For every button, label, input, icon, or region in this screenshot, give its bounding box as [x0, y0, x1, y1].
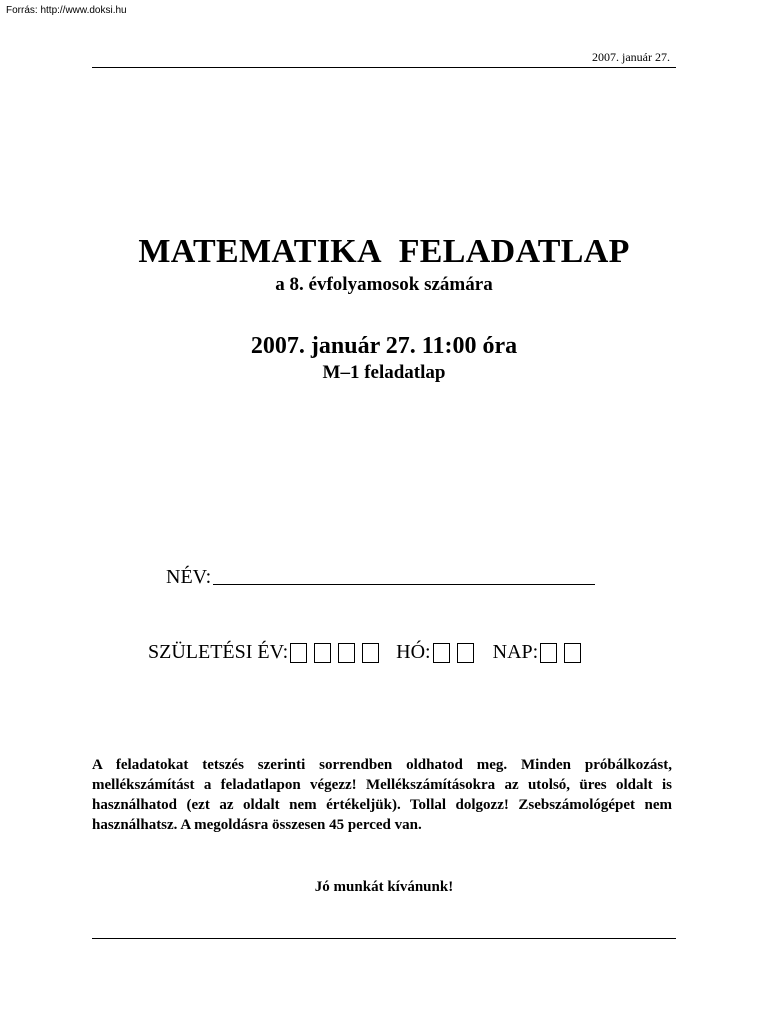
birth-year-digit-box[interactable] — [362, 643, 379, 663]
bottom-divider — [92, 938, 676, 939]
top-divider — [92, 67, 676, 68]
name-blank-line[interactable] — [213, 566, 595, 585]
month-label: HÓ: — [396, 641, 431, 663]
page-subtitle: a 8. évfolyamosok számára — [275, 274, 493, 295]
page-title: MATEMATIKA FELADATLAP — [138, 233, 630, 270]
month-digit-box[interactable] — [457, 643, 474, 663]
day-label: NAP: — [492, 641, 539, 663]
birth-year-digit-box[interactable] — [314, 643, 331, 663]
day-digit-box[interactable] — [564, 643, 581, 663]
month-digit-box[interactable] — [433, 643, 450, 663]
name-label: NÉV: — [166, 566, 212, 588]
exam-datetime: 2007. január 27. 11:00 óra — [250, 333, 518, 359]
name-field[interactable] — [166, 566, 595, 589]
source-link: Forrás: http://www.doksi.hu — [6, 5, 127, 16]
instructions-paragraph: A feladatokat tetszés szerinti sorrendben oldhatod meg. Minden próbálkozást, mellékszámítást a feladatlapon végezz! Mellékszámításokra az utolsó, üres oldalt is használhatod (ezt az oldalt nem értékeljük). Tollal dolgozz! Zsebszámológépet nem használhatsz. A megoldásra összesen 45 perced van. — [92, 757, 672, 833]
birth-year-label: SZÜLETÉSI ÉV: — [148, 641, 289, 663]
birth-year-digit-box[interactable] — [338, 643, 355, 663]
day-digit-box[interactable] — [540, 643, 557, 663]
birth-date-row — [148, 641, 588, 664]
birth-year-digit-box[interactable] — [290, 643, 307, 663]
sheet-code: M–1 feladatlap — [322, 362, 446, 383]
closing-text: Jó munkát kívánunk! — [314, 879, 454, 895]
header-date: 2007. január 27. — [592, 50, 670, 64]
